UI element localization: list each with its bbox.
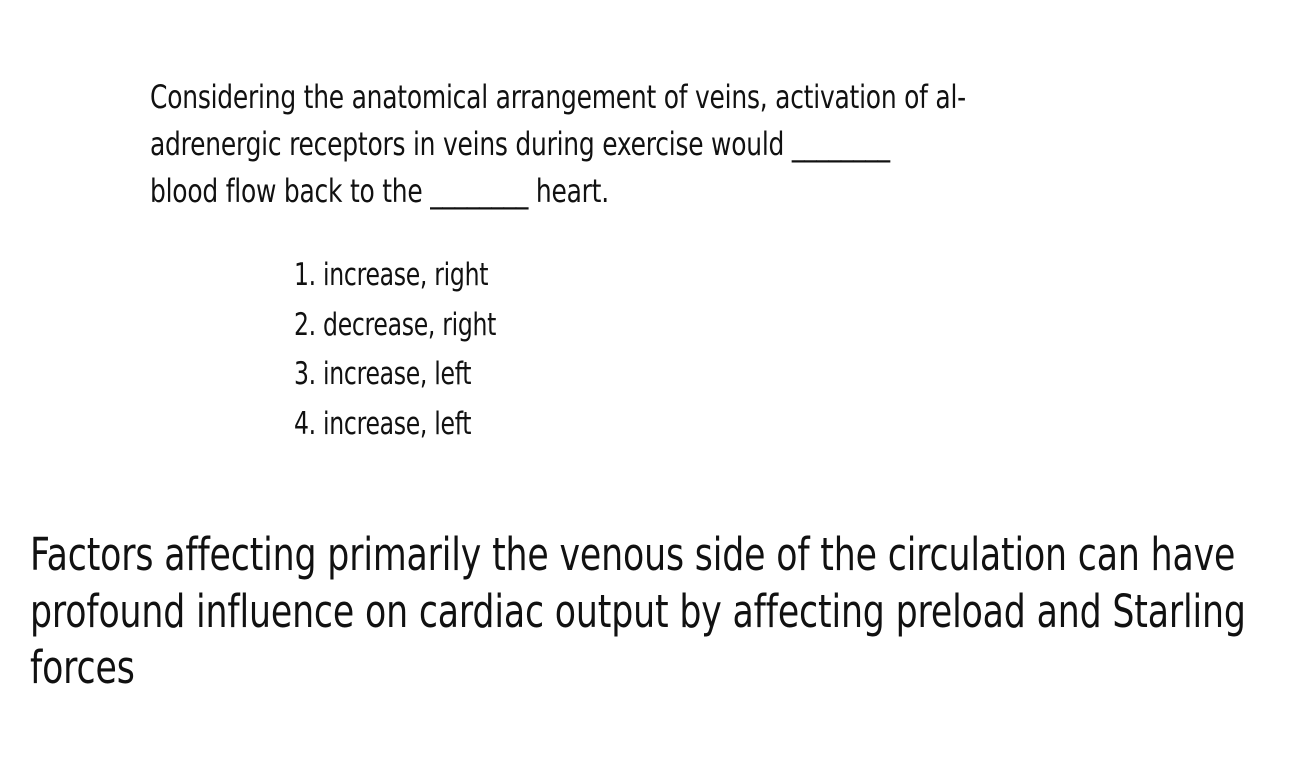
question-line: adrenergic receptors in veins during exercise would ________ xyxy=(150,125,890,163)
question-line: Considering the anatomical arrangement of veins, activation of al- xyxy=(150,78,966,116)
question-text xyxy=(150,74,1196,215)
answer-choices-list xyxy=(294,251,560,449)
answer-choice-4: 4. increase, left xyxy=(294,405,472,442)
summary-statement xyxy=(30,527,1314,697)
statement-line: Factors affecting primarily the venous side of the circulation can have xyxy=(30,528,1236,581)
answer-choice-1: 1. increase, right xyxy=(294,257,489,293)
answer-choice-2: 2. decrease, right xyxy=(294,306,497,343)
answer-choice-3: 3. increase, left xyxy=(294,356,472,392)
statement-line: profound influence on cardiac output by affecting preload and Starling xyxy=(30,584,1246,638)
statement-line: forces xyxy=(30,641,135,694)
question-line: blood flow back to the ________ heart. xyxy=(150,172,609,210)
